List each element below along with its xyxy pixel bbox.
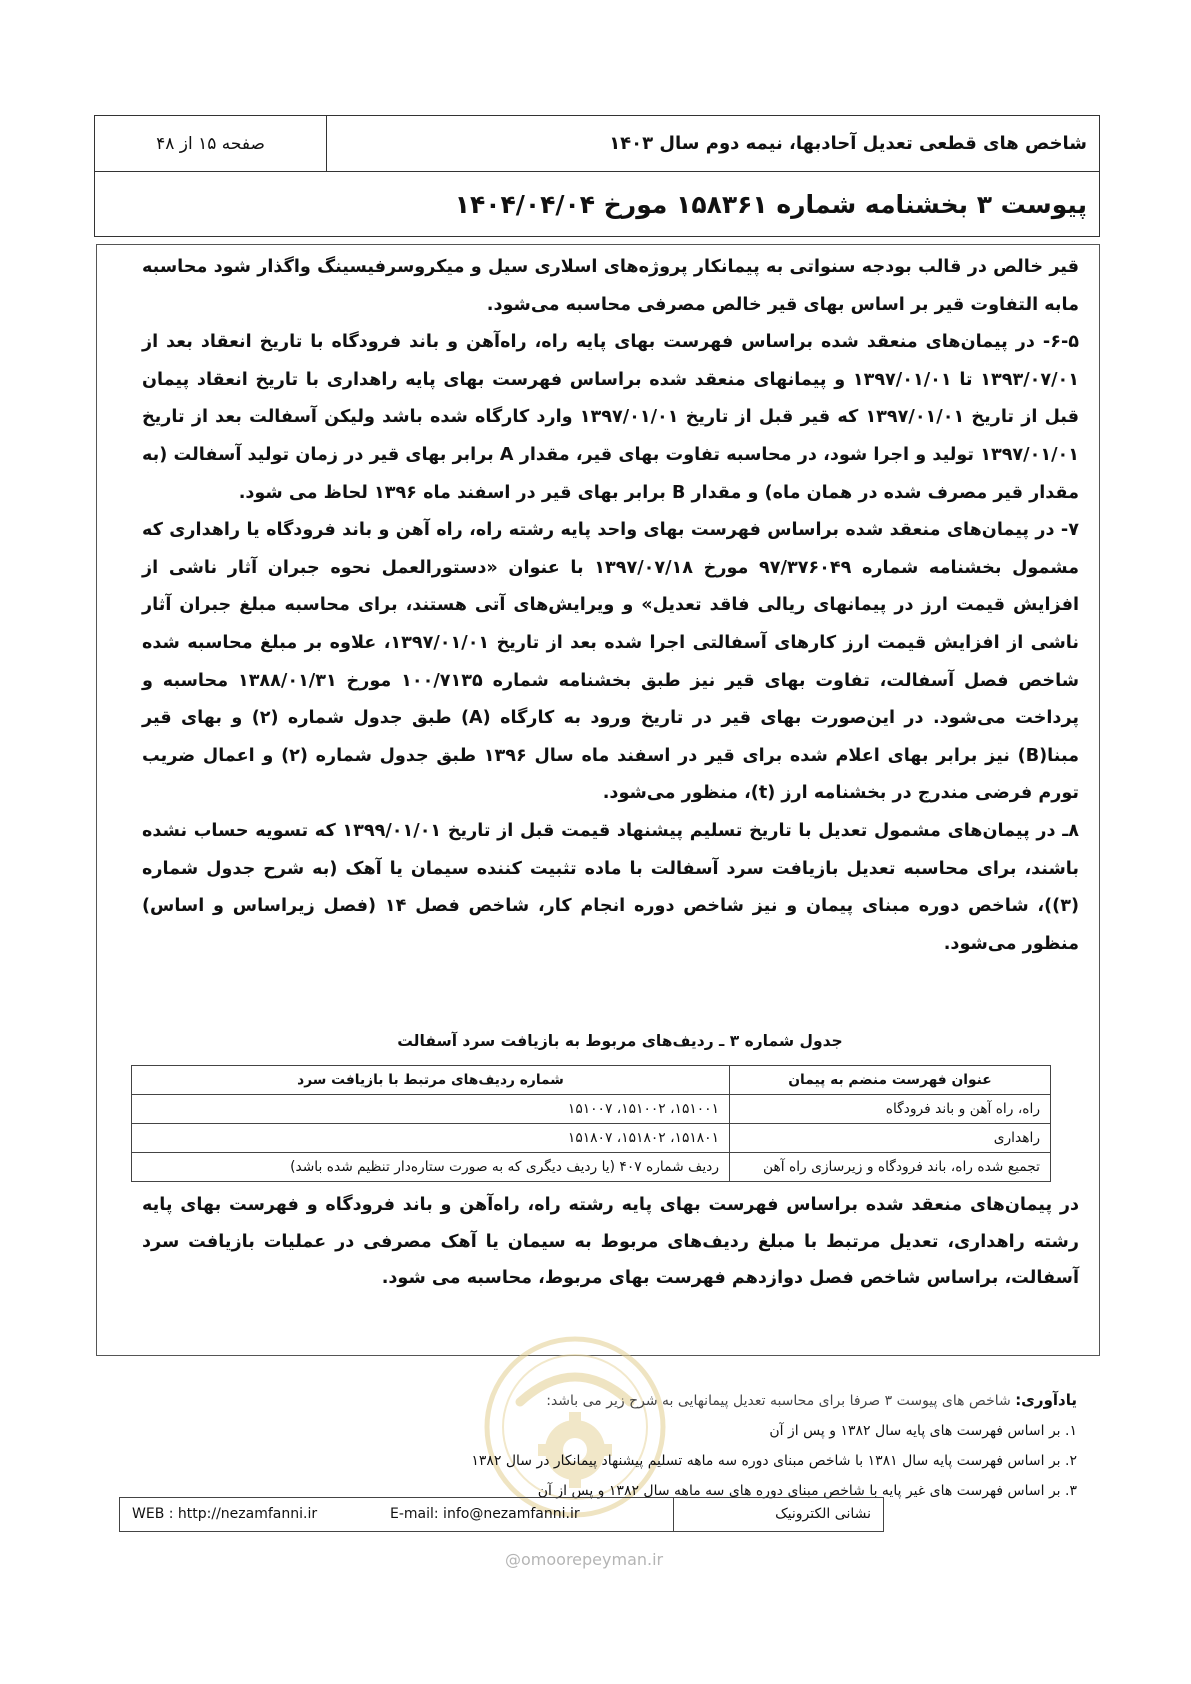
table-3-caption: جدول شماره ۳ ـ ردیف‌های مربوط به بازیافت سرد آسفالت [397,1032,843,1050]
reminder-lead: شاخص های پیوست ۳ صرفا برای محاسبه تعدیل پیمانهایی به شرح زیر می باشد: [546,1393,1011,1409]
reminder-block [200,1385,1077,1506]
paragraph-cement-lime: در پیمان‌های منعقد شده براساس فهرست بهای پایه رشته راه، راه‌آهن و باند فرودگاه و فهرست بهای پایه رشته راهداری، تعدیل مرتبط با مبلغ ردیف‌های مربوط به سیمان یا آهک مصرفی در عملیات بازیافت سرد آسفالت، براساس شاخص فصل دوازدهم فهرست بهای مربوط، محاسبه می شود. [142,1195,1079,1289]
email-link[interactable]: E-mail: info@nezamfanni.ir [390,1506,580,1522]
cold-recycling-table [131,1065,1051,1182]
page-number: صفحه ۱۵ از ۴۸ [95,116,327,171]
paragraph-8: ۸ـ در پیمان‌های مشمول تعدیل با تاریخ تسلیم پیشنهاد قیمت قبل از تاریخ ۱۳۹۹/۰۱/۰۱ که تسویه حساب نشده باشند، برای محاسبه تعدیل بازیافت سرد آسفالت با ماده تثبیت کننده سیمان یا آهک (به شرح جدول شماره (۳))، شاخص دوره مبنای پیمان و نیز شاخص دوره انجام کار، شاخص فصل ۱۴ (فصل زیراساس و اساس) منظور می‌شود. [142,820,1079,954]
table-header-cell: عنوان فهرست منضم به پیمان [730,1066,1051,1095]
table-row [132,1153,1051,1182]
contact-box [119,1497,884,1532]
table-cell: ردیف شماره ۴۰۷ (یا ردیف دیگری که به صورت ستاره‌دار تنظیم شده باشد) [132,1153,730,1182]
table-row [132,1124,1051,1153]
paragraph-bitumen: قیر خالص در قالب بودجه سنواتی به پیمانکار پروژه‌های اسلاری سیل و میکروسرفیسینگ واگذار شود محاسبه مابه التفاوت قیر بر اساس بهای قیر خالص مصرفی محاسبه می‌شود. [142,257,1079,315]
document-subtitle: پیوست ۳ بخشنامه شماره ۱۵۸۳۶۱ مورخ ۱۴۰۴/۰۴/۰۴ [454,189,1087,219]
table-cell: راهداری [730,1124,1051,1153]
body-text [142,249,1079,963]
table-cell: راه، راه آهن و باند فرودگاه [730,1095,1051,1124]
contact-divider [673,1498,674,1531]
table-cell: تجمیع شده راه، باند فرودگاه و زیرسازی راه آهن [730,1153,1051,1182]
document-header [94,115,1100,237]
table-row [132,1095,1051,1124]
website-link[interactable]: WEB : http://nezamfanni.ir [132,1506,318,1522]
paragraph-6-5: ۶-۵- در پیمان‌های منعقد شده براساس فهرست بهای پایه راه، راه‌آهن و باند فرودگاه با تاریخ انعقاد بعد از ۱۳۹۳/۰۷/۰۱ تا ۱۳۹۷/۰۱/۰۱ و پیمانهای منعقد شده براساس فهرست بهای پایه راهداری با تاریخ انعقاد پیمان قبل از تاریخ ۱۳۹۷/۰۱/۰۱ که قیر قبل از تاریخ ۱۳۹۷/۰۱/۰۱ وارد کارگاه شده باشد ولیکن آسفالت بعد از تاریخ ۱۳۹۷/۰۱/۰۱ تولید و اجرا شود، در محاسبه تفاوت بهای قیر، مقدار A برابر بهای قیر در زمان تولید آسفالت (به مقدار قیر مصرف شده در همان ماه) و مقدار B برابر بهای قیر در اسفند ماه ۱۳۹۶ لحاظ می شود. [142,332,1079,503]
table-cell: ۱۵۱۸۰۱، ۱۵۱۸۰۲، ۱۵۱۸۰۷ [132,1124,730,1153]
reminder-item: ۳. بر اساس فهرست های غیر پایه با شاخص مبنای دوره های سه ماهه سال ۱۳۸۲ و پس از آن [537,1483,1077,1499]
reminder-item: ۲. بر اساس فهرست پایه سال ۱۳۸۱ با شاخص مبنای دوره سه ماهه تسلیم پیشنهاد پیمانکار در سال ۱۳۸۲ [471,1453,1077,1469]
reminder-title: یادآوری: [1015,1391,1077,1409]
table-header-cell: شماره ردیف‌های مرتبط با بازیافت سرد [132,1066,730,1095]
table-cell: ۱۵۱۰۰۱، ۱۵۱۰۰۲، ۱۵۱۰۰۷ [132,1095,730,1124]
header-row-top [95,116,1099,172]
table-header-row [132,1066,1051,1095]
paragraph-7: ۷- در پیمان‌های منعقد شده براساس فهرست بهای واحد پایه رشته راه، راه آهن و باند فرودگاه یا راهداری که مشمول بخشنامه شماره ۹۷/۳۷۶۰۴۹ مورخ ۱۳۹۷/۰۷/۱۸ با عنوان «دستورالعمل نحوه جبران آثار ناشی از افزایش قیمت ارز در پیمانهای ریالی فاقد تعدیل» و ویرایش‌های آتی هستند، برای محاسبه مبلغ جبران آثار ناشی از افزایش قیمت ارز کارهای آسفالتی اجرا شده بعد از تاریخ ۱۳۹۷/۰۱/۰۱، علاوه بر مبلغ محاسبه شده شاخص فصل آسفالت، تفاوت بهای قیر نیز طبق بخشنامه شماره ۱۰۰/۷۱۳۵ مورخ ۱۳۸۸/۰۱/۳۱ محاسبه و پرداخت می‌شود. در این‌صورت بهای قیر در تاریخ ورود به کارگاه (A) طبق جدول شماره (۲) و بهای قیر مبنا(B) نیز برابر بهای اعلام شده برای قیر در اسفند ماه سال ۱۳۹۶ طبق جدول شماره (۲) و اعمال ضریب تورم فرضی مندرج در بخشنامه ارز (t)، منظور می‌شود. [142,520,1080,804]
reminder-item: ۱. بر اساس فهرست های پایه سال ۱۳۸۲ و پس از آن [769,1423,1077,1439]
after-table-text [142,1187,1079,1297]
document-title: شاخص های قطعی تعدیل آحادبها، نیمه دوم سال ۱۴۰۳ [609,133,1087,154]
site-watermark: @omoorepeyman.ir [505,1550,664,1569]
contact-label: نشانی الکترونیک [775,1506,871,1522]
